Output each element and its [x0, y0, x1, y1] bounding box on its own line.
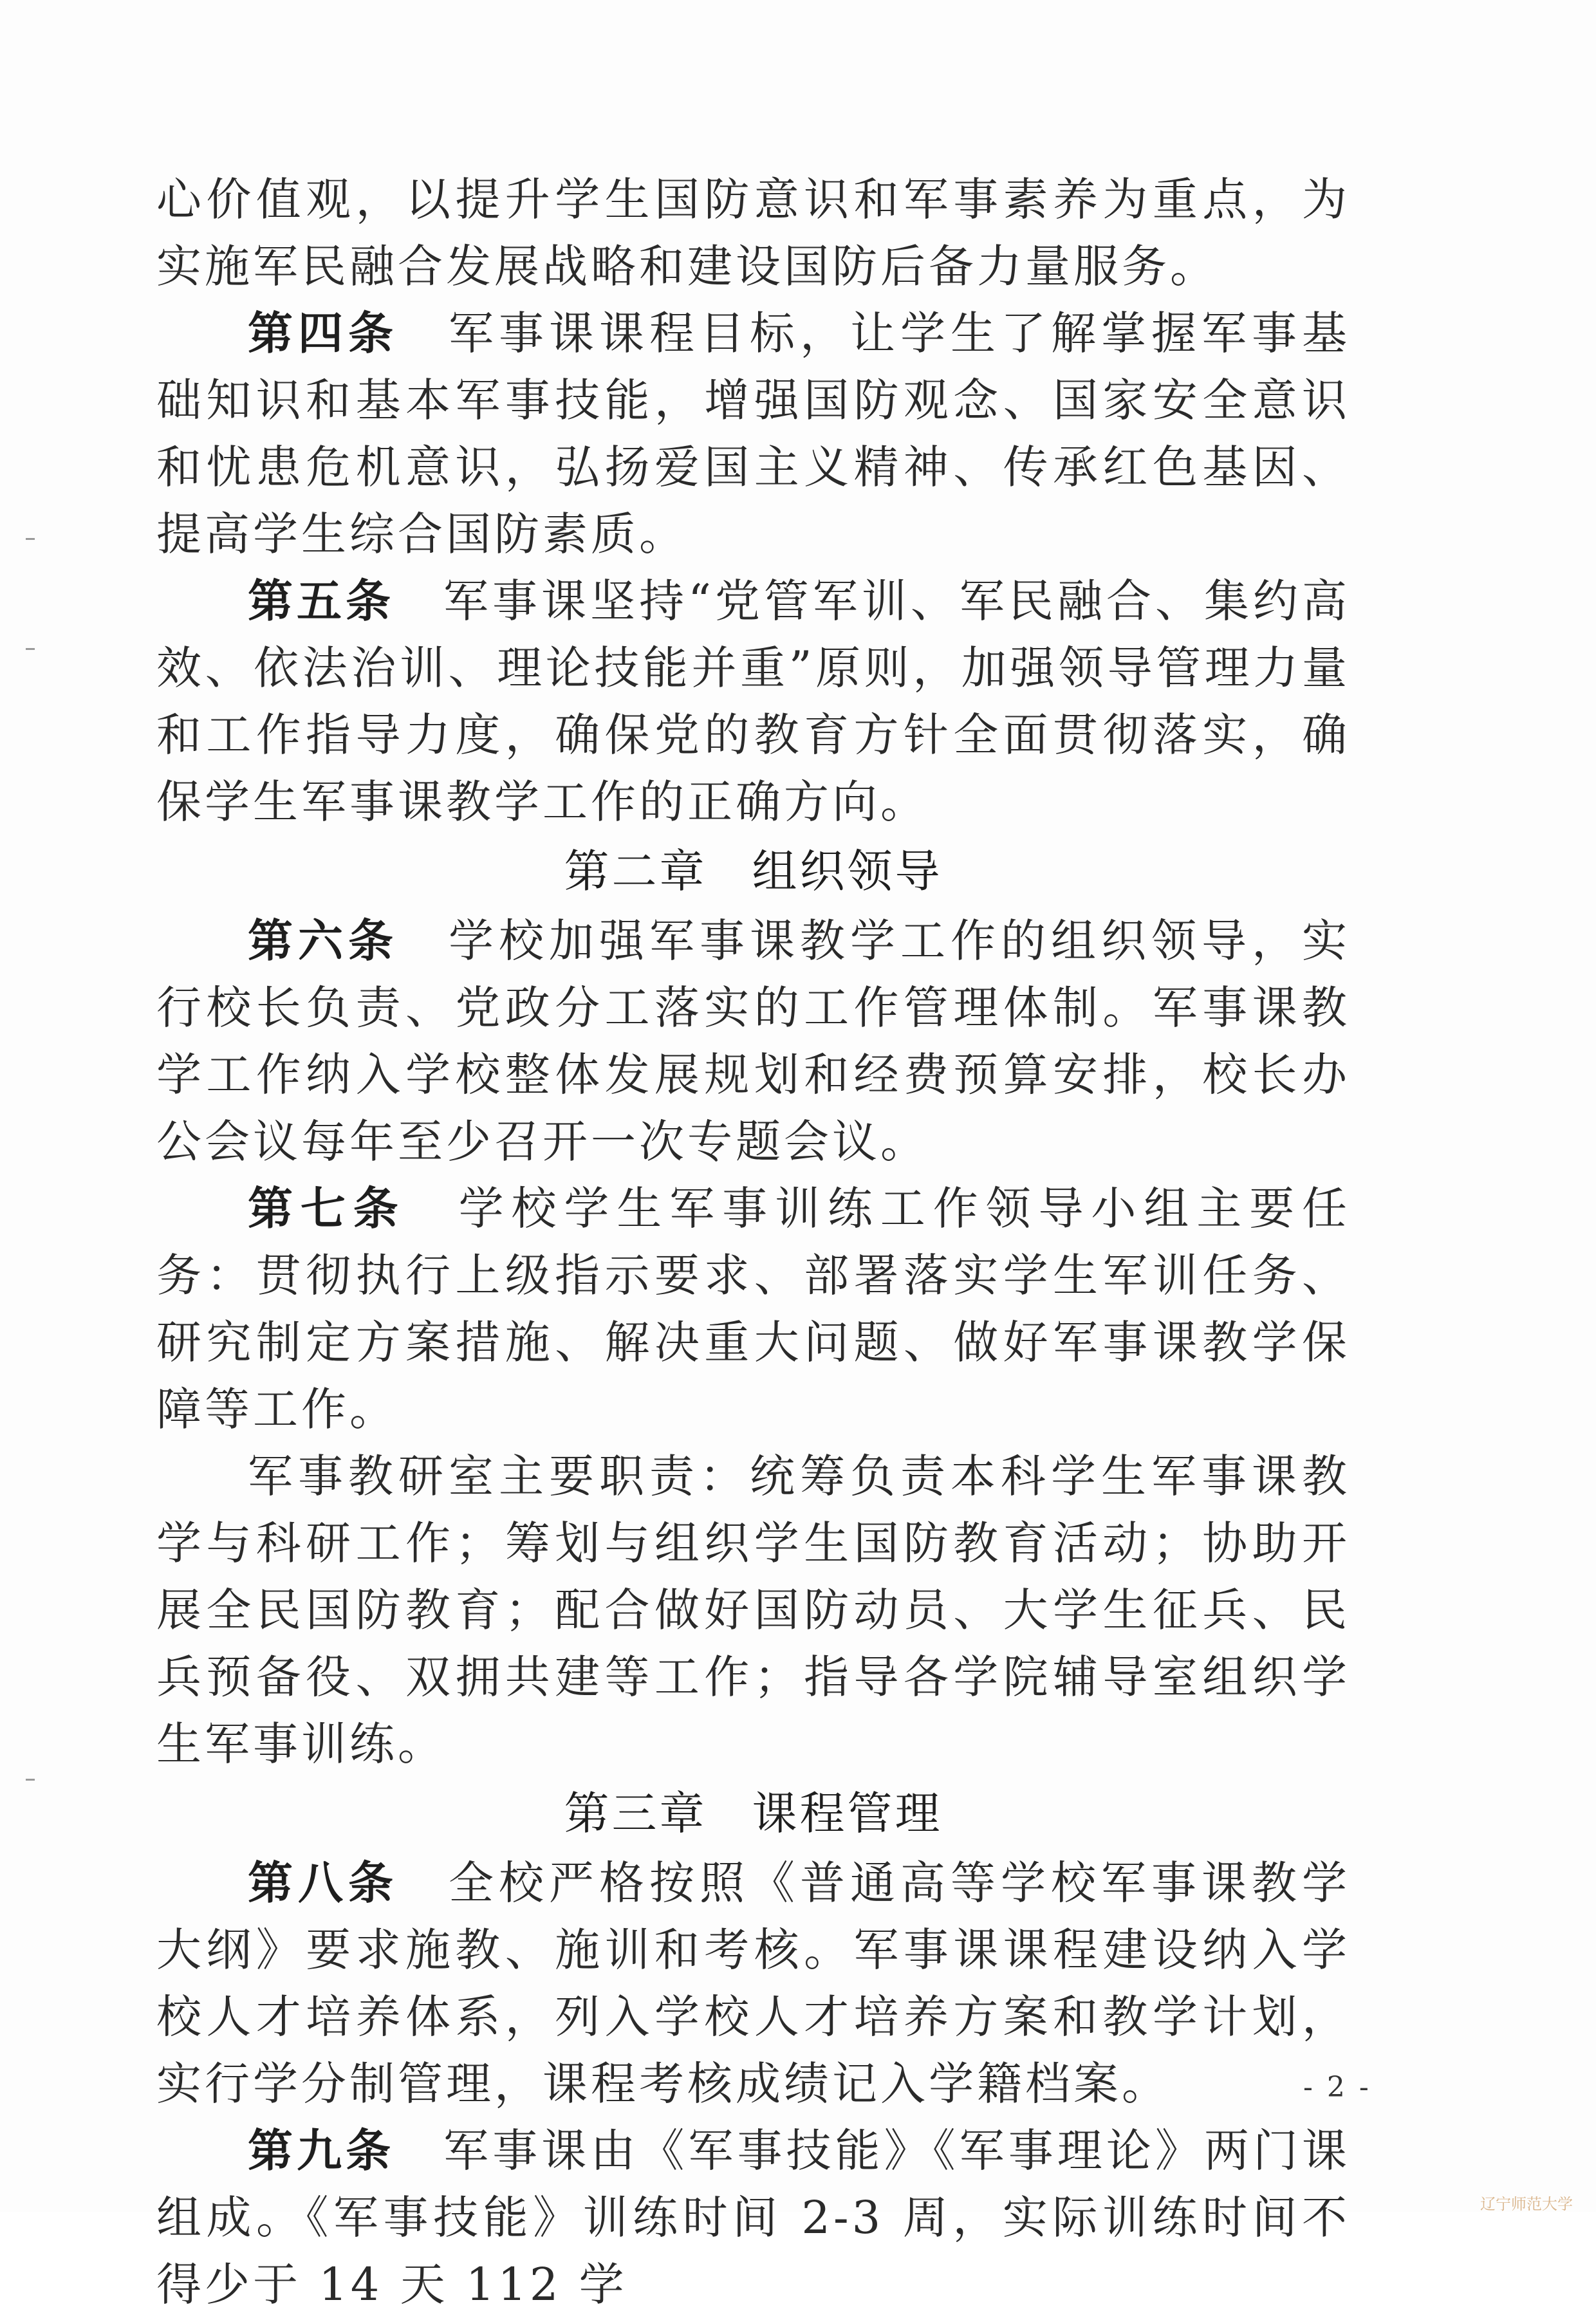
article-9: [156, 2117, 1350, 2318]
article-text: 学校学生军事训练工作领导小组主要任务：贯彻执行上级指示要求、部署落实学生军训任务、研究制定方案措施、解决重大问题、做好军事课教学保障等工作。: [156, 1182, 1351, 1436]
document-body: [156, 166, 1350, 2318]
article-number: 第八条: [248, 1856, 398, 1909]
article-text: 学校加强军事课教学工作的组织领导，实行校长负责、党政分工落实的工作管理体制。军事课教学工作纳入学校整体发展规划和经费预算安排，校长办公会议每年至少召开一次专题会议。: [156, 914, 1350, 1168]
article-5: [156, 568, 1350, 835]
article-text: 军事课坚持“党管军训、军民融合、集约高效、依法治训、理论技能并重”原则，加强领导管理力量和工作指导力度，确保党的教育方针全面贯彻落实，确保学生军事课教学工作的正确方向。: [156, 575, 1350, 828]
chapter-title: 课程管理: [752, 1787, 943, 1840]
chapter-number: 第二章: [564, 845, 707, 898]
scan-mark: [26, 648, 35, 650]
paragraph-duties: [156, 1443, 1350, 1777]
article-8: [156, 1850, 1350, 2117]
article-text: 军事课课程目标，让学生了解掌握军事基础知识和基本军事技能，增强国防观念、国家安全意识和忧患危机意识，弘扬爱国主义精神、传承红色基因、提高学生综合国防素质。: [156, 307, 1350, 561]
paragraph-continued: [156, 166, 1350, 300]
watermark-text: 辽宁师范大学: [1480, 2195, 1573, 2213]
article-number: 第九条: [248, 2124, 395, 2177]
article-6: [156, 907, 1350, 1175]
chapter-heading-2: [156, 835, 1350, 907]
article-7: [156, 1175, 1350, 1443]
chapter-heading-3: [156, 1777, 1350, 1850]
article-4: [156, 300, 1350, 568]
chapter-number: 第三章: [564, 1787, 707, 1840]
article-text: 全校严格按照《普通高等学校军事课教学大纲》要求施教、施训和考核。军事课课程建设纳入学校人才培养体系，列入学校人才培养方案和教学计划，实行学分制管理，课程考核成绩记入学籍档案。: [156, 1857, 1350, 2110]
page-number: - 2 -: [1303, 2071, 1371, 2104]
article-number: 第七条: [248, 1182, 406, 1235]
article-text: 军事课由《军事技能》《军事理论》两门课组成。《军事技能》训练时间 2-3 周，实际训练时间不得少于 14 天 112 学: [156, 2124, 1351, 2311]
article-number: 第六条: [248, 914, 398, 967]
paragraph-text: 军事教研室主要职责：统筹负责本科学生军事课教学与科研工作；筹划与组织学生国防教育活动；协助开展全民国防教育；配合做好国防动员、大学生征兵、民兵预备役、双拥共建等工作；指导各学院辅导室组织学生军事训练。: [156, 1450, 1350, 1770]
scan-mark: [26, 1779, 35, 1781]
scan-mark: [26, 538, 35, 540]
paragraph-text: 心价值观，以提升学生国防意识和军事素养为重点，为实施军民融合发展战略和建设国防后备力量服务。: [156, 173, 1350, 293]
article-number: 第四条: [248, 306, 398, 360]
chapter-title: 组织领导: [752, 845, 943, 898]
article-number: 第五条: [248, 574, 395, 627]
